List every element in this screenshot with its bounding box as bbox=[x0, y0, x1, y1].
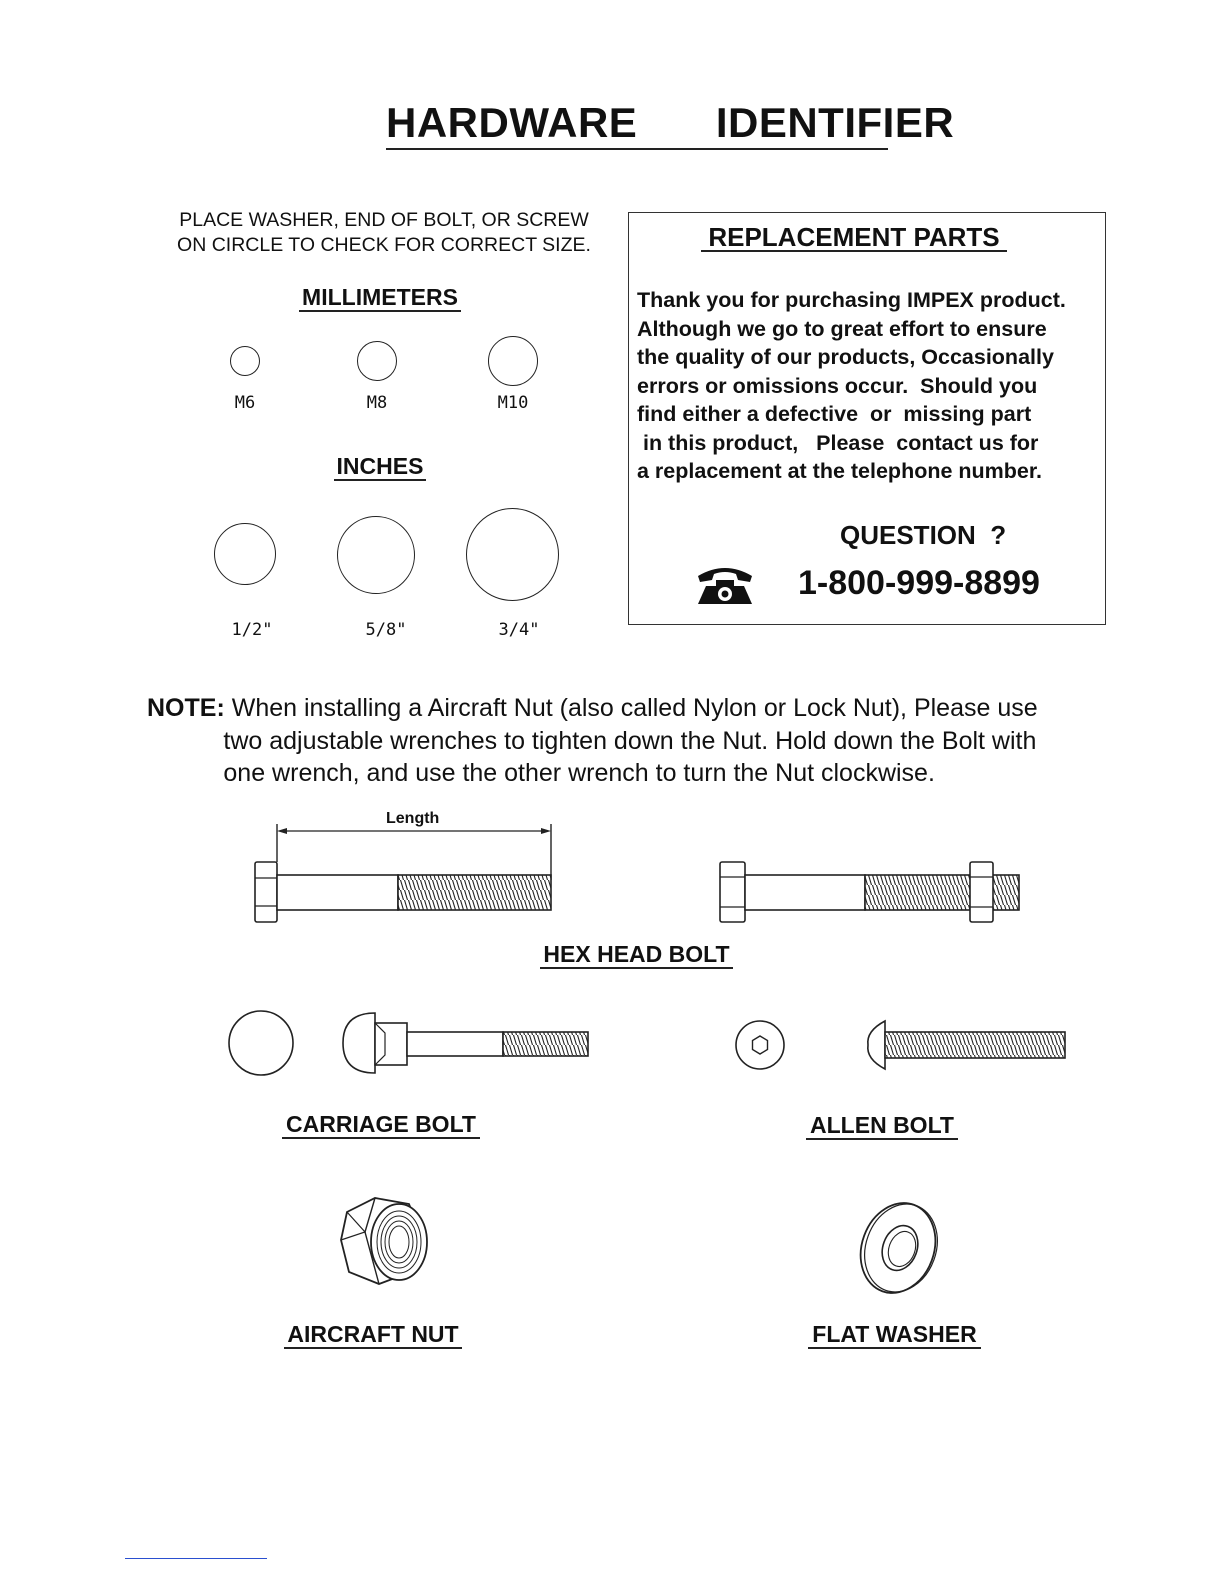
m10-circle bbox=[488, 336, 538, 386]
hex-head-bolt-length-drawing bbox=[240, 810, 570, 930]
millimeters-heading: MILLIMETERS bbox=[299, 284, 461, 312]
five-eighths-inch-circle bbox=[337, 516, 415, 594]
carriage-bolt-drawing bbox=[225, 1005, 595, 1085]
question-label: QUESTION ? bbox=[840, 520, 1007, 550]
note-label: NOTE: bbox=[147, 694, 225, 722]
m6-label: M6 bbox=[234, 393, 256, 413]
flat-washer-label: FLAT WASHER bbox=[808, 1321, 981, 1349]
three-quarter-inch-label: 3/4" bbox=[498, 620, 540, 640]
allen-bolt-drawing bbox=[730, 1015, 1075, 1075]
replacement-parts-heading: REPLACEMENT PARTS bbox=[701, 224, 1007, 252]
five-eighths-inch-label: 5/8" bbox=[365, 620, 407, 640]
three-quarter-inch-circle bbox=[466, 508, 559, 601]
note-text: When installing a Aircraft Nut (also called Nylon or Lock Nut), Please use two adjustable wrenches to tighten down the Nut. Hold down the Bolt with one wrench, and use the other wrench to turn the Nut clockwise. bbox=[223, 694, 1038, 787]
m6-circle bbox=[230, 346, 260, 376]
carriage-bolt-label: CARRIAGE BOLT bbox=[282, 1111, 480, 1139]
page-title: HARDWARE IDENTIFIER bbox=[386, 98, 888, 150]
aircraft-nut-drawing bbox=[335, 1192, 435, 1292]
m8-circle bbox=[357, 341, 397, 381]
half-inch-circle bbox=[214, 523, 276, 585]
footer-rule bbox=[125, 1558, 267, 1559]
aircraft-nut-label: AIRCRAFT NUT bbox=[284, 1321, 462, 1349]
half-inch-label: 1/2" bbox=[231, 620, 273, 640]
allen-bolt-label: ALLEN BOLT bbox=[806, 1112, 958, 1140]
flat-washer-drawing bbox=[852, 1198, 948, 1302]
telephone-icon bbox=[694, 562, 756, 606]
note-paragraph bbox=[147, 692, 1127, 790]
replacement-parts-message: Thank you for purchasing IMPEX product. Although we go to great effort to ensure the quality of our products, Occasionally errors or omissions occur. Should you find either a defective or missing part in this product, Please contact us for a replacement at the telephone number. bbox=[637, 288, 1066, 483]
phone-number: 1-800-999-8899 bbox=[798, 564, 1040, 602]
length-label: Length bbox=[386, 810, 440, 827]
hex-head-bolt-label: HEX HEAD BOLT bbox=[540, 941, 733, 969]
hex-head-bolt-with-nut-drawing bbox=[712, 855, 1032, 935]
inches-heading: INCHES bbox=[334, 453, 426, 481]
m10-label: M10 bbox=[497, 393, 529, 413]
size-check-instructions: PLACE WASHER, END OF BOLT, OR SCREW ON CIRCLE TO CHECK FOR CORRECT SIZE. bbox=[177, 209, 591, 256]
m8-label: M8 bbox=[366, 393, 388, 413]
